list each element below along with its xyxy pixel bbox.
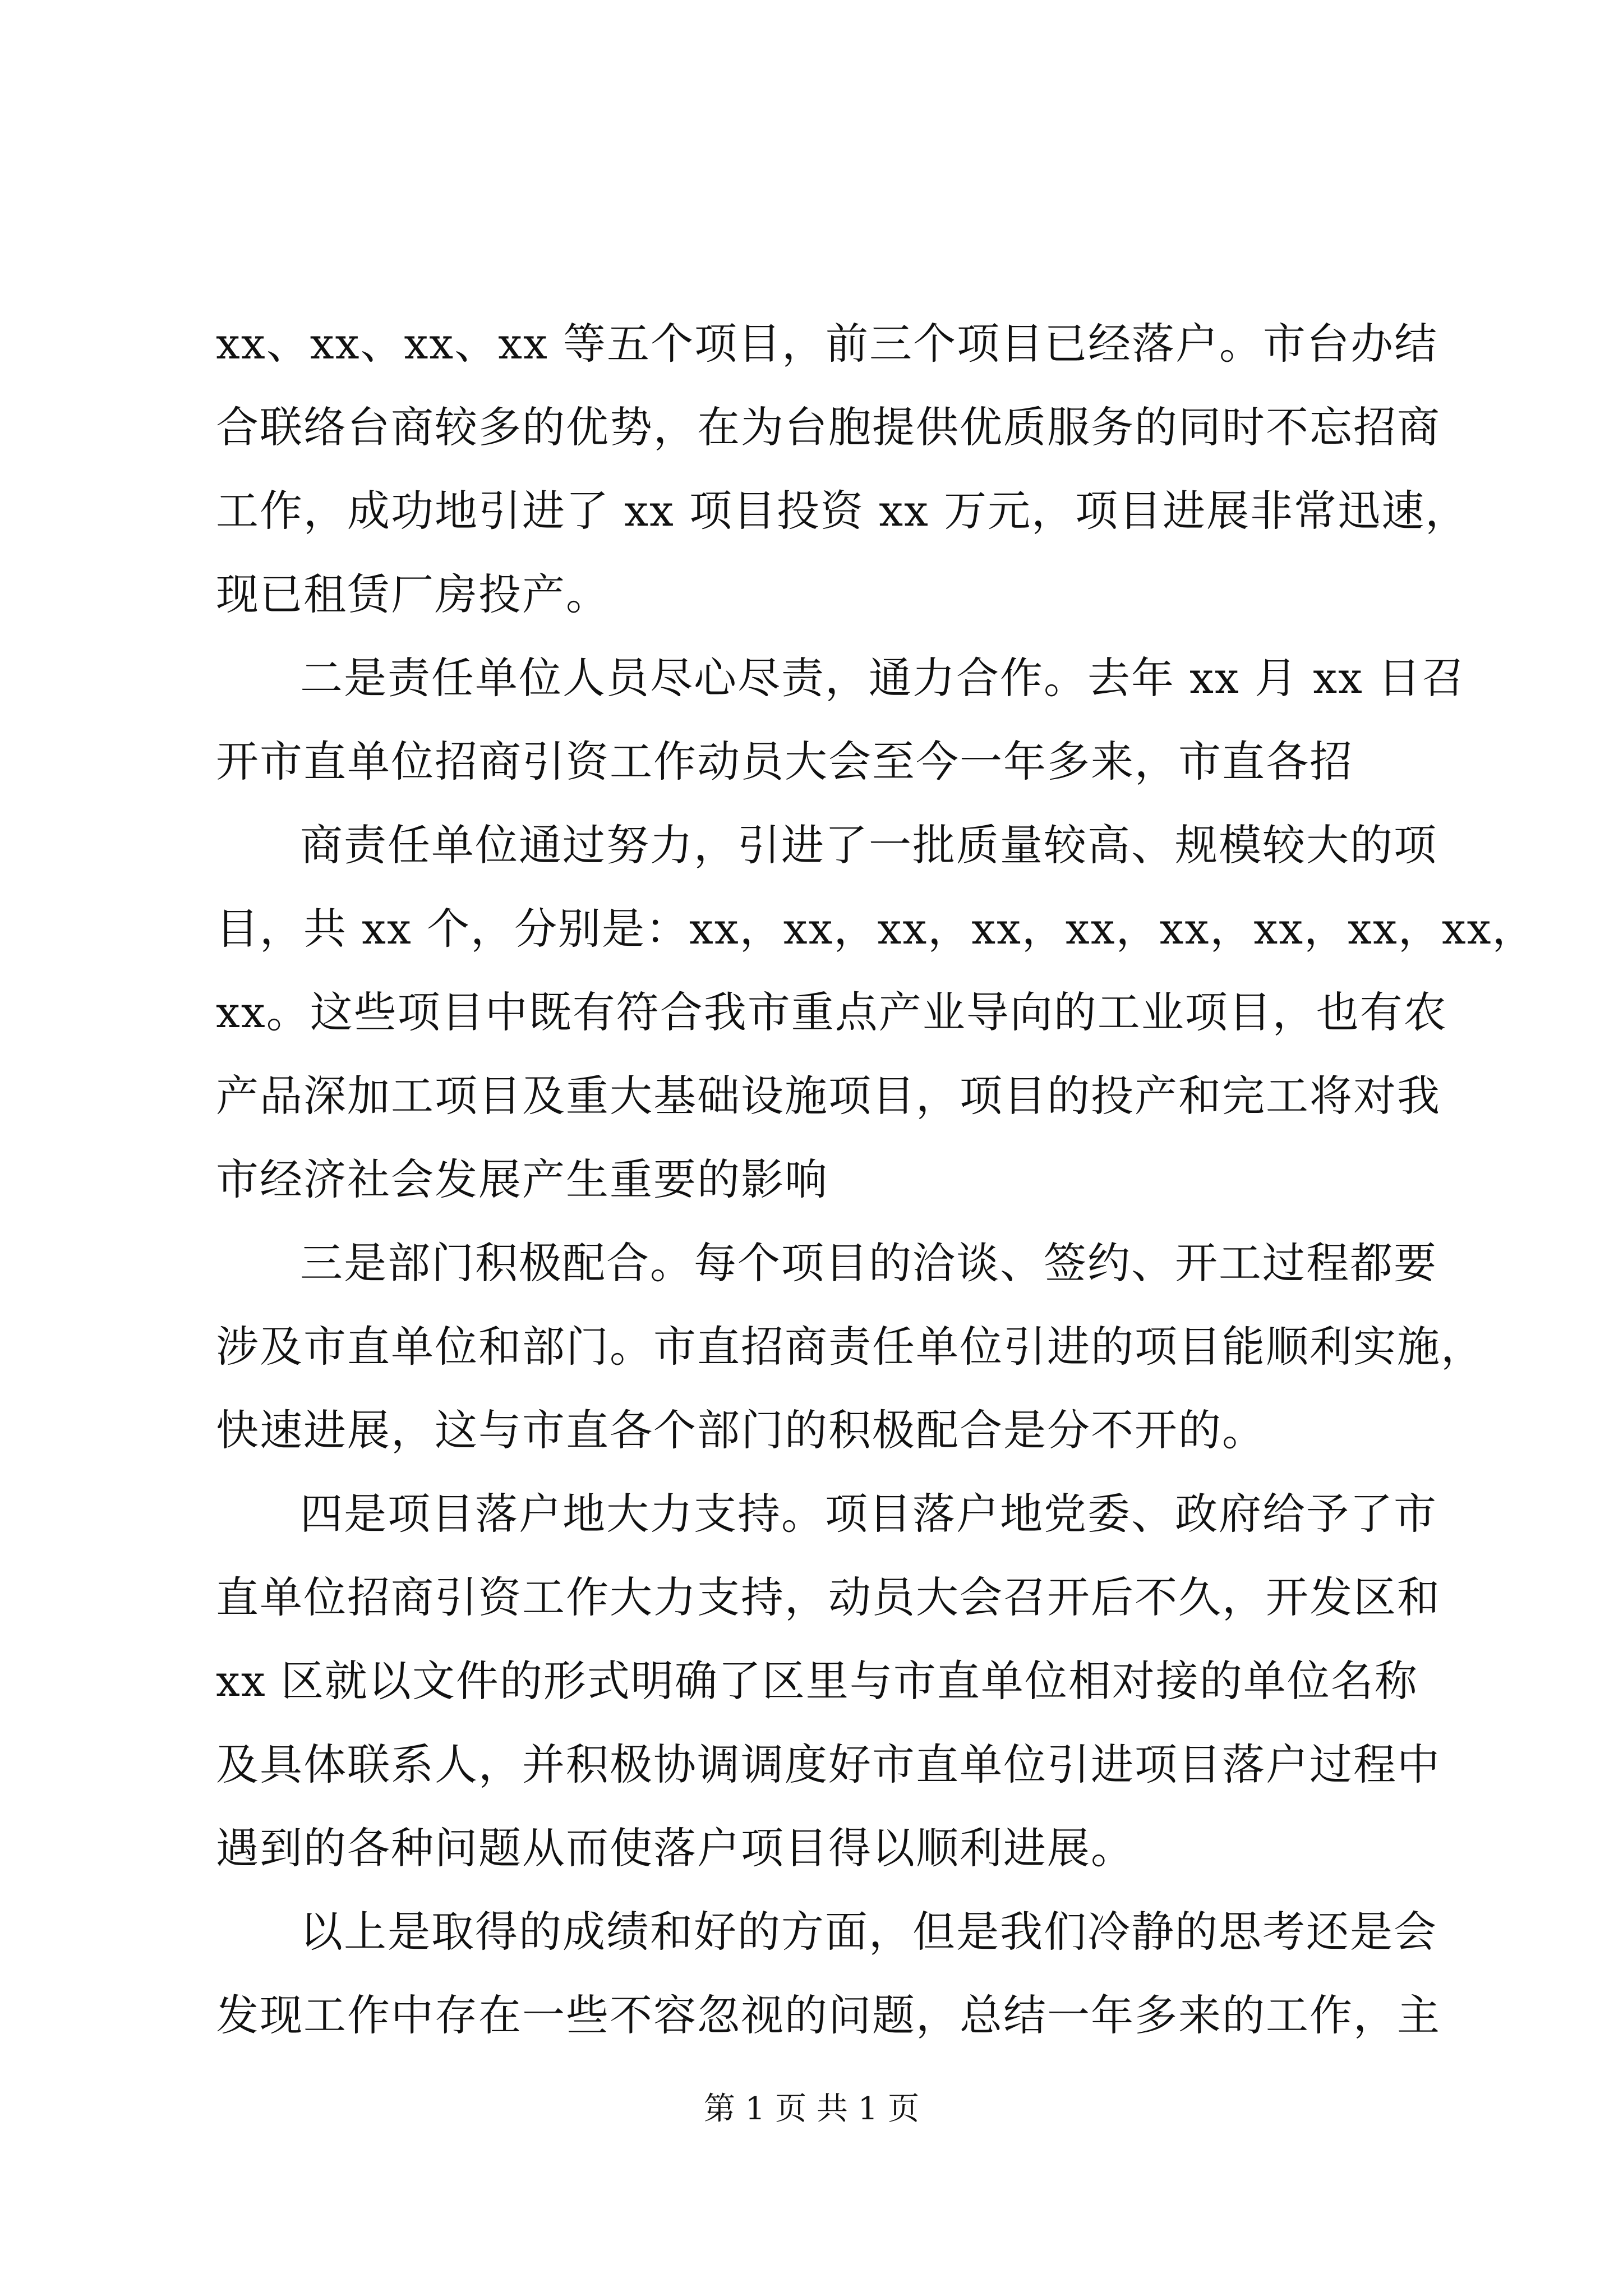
text-line: 及具体联系人，并积极协调调度好市直单位引进项目落户过程中 bbox=[216, 1740, 1441, 1789]
paragraph-start-line: 四是项目落户地大力支持。项目落户地党委、政府给予了市 bbox=[300, 1489, 1437, 1539]
text-line: 目，共 xx 个，分别是：xx，xx，xx，xx，xx，xx，xx，xx，xx， bbox=[216, 904, 1536, 954]
text-line: 发现工作中存在一些不容忽视的问题，总结一年多来的工作，主 bbox=[216, 1990, 1441, 2040]
text-line: 快速进展，这与市直各个部门的积极配合是分不开的。 bbox=[216, 1405, 1266, 1455]
text-line: 遇到的各种问题从而使落户项目得以顺利进展。 bbox=[216, 1823, 1135, 1873]
paragraph-start-line: 二是责任单位人员尽心尽责，通力合作。去年 xx 月 xx 日召 bbox=[300, 653, 1466, 703]
paragraph-start-line: 以上是取得的成绩和好的方面，但是我们冷静的思考还是会 bbox=[300, 1907, 1437, 1957]
page-number-footer: 第 1 页 共 1 页 bbox=[703, 2091, 920, 2127]
text-line: xx、xx、xx、xx 等五个项目，前三个项目已经落户。市台办结 bbox=[216, 319, 1438, 369]
text-line: 开市直单位招商引资工作动员大会至今一年多来，市直各招 bbox=[216, 737, 1353, 786]
text-line: 直单位招商引资工作大力支持，动员大会召开后不久，开发区和 bbox=[216, 1572, 1441, 1622]
text-line: xx。这些项目中既有符合我市重点产业导向的工业项目，也有农 bbox=[216, 987, 1447, 1037]
text-line: xx 区就以文件的形式明确了区里与市直单位相对接的单位名称 bbox=[216, 1656, 1418, 1706]
text-line: 产品深加工项目及重大基础设施项目，项目的投产和完工将对我 bbox=[216, 1071, 1441, 1121]
text-line: 市经济社会发展产生重要的影响 bbox=[216, 1154, 828, 1204]
text-line: 合联络台商较多的优势，在为台胞提供优质服务的同时不忘招商 bbox=[216, 402, 1441, 452]
paragraph-start-line: 三是部门积极配合。每个项目的洽谈、签约、开工过程都要 bbox=[300, 1238, 1437, 1288]
document-body bbox=[216, 302, 1536, 2057]
paragraph-start-line: 商责任单位通过努力，引进了一批质量较高、规模较大的项 bbox=[300, 820, 1437, 870]
text-line: 工作，成功地引进了 xx 项目投资 xx 万元，项目进展非常迅速， bbox=[216, 486, 1469, 536]
text-line: 涉及市直单位和部门。市直招商责任单位引进的项目能顺利实施， bbox=[216, 1322, 1484, 1372]
text-line: 现已租赁厂房投产。 bbox=[216, 569, 610, 619]
